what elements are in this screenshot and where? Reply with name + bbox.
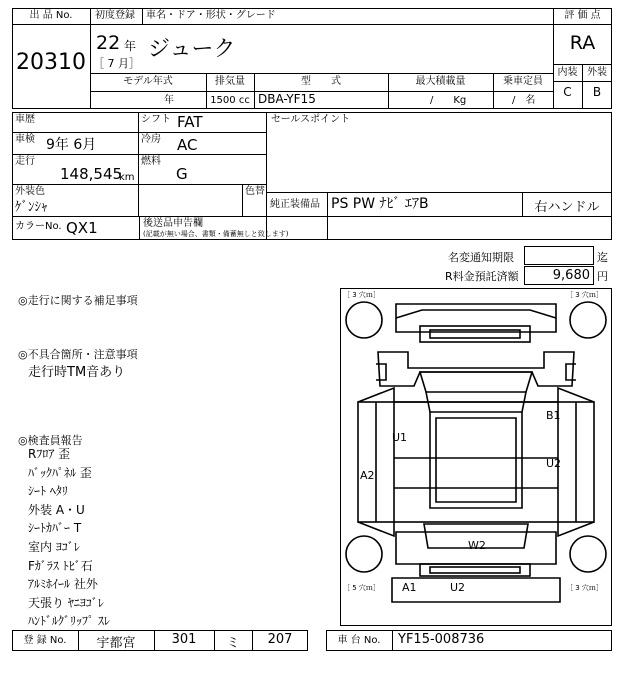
displacement-label: 排気量 bbox=[215, 76, 245, 87]
tire-label-bottom-right: ［ 3 穴ｍ］ bbox=[566, 584, 603, 592]
interior-grade: C bbox=[563, 85, 572, 99]
recycle-amount: 9,680 bbox=[552, 268, 590, 283]
model-code: DBA-YF15 bbox=[258, 92, 316, 106]
later-docs-label: 後送品申告欄 bbox=[143, 218, 203, 229]
mileage-value: 148,545 bbox=[60, 165, 123, 183]
inspector-item: ｱﾙﾐﾎｲｰﾙ 社外 bbox=[28, 577, 98, 592]
model-year-label: モデル年式 bbox=[123, 76, 173, 87]
grade-label: 評 価 点 bbox=[564, 10, 601, 21]
reg-year: 22 bbox=[96, 32, 121, 54]
tire-label-top-left: ［ 3 穴ｍ］ bbox=[343, 291, 380, 299]
mileage-unit: km bbox=[119, 172, 135, 183]
lot-no-label: 出 品 No. bbox=[29, 10, 73, 21]
reg-kana: ミ bbox=[226, 636, 240, 651]
inspection-value: 9年 6月 bbox=[46, 137, 97, 153]
fuel-value: G bbox=[176, 165, 188, 183]
reg-month: ［ 7 月］ bbox=[93, 57, 140, 70]
damage-mark-a1: A1 bbox=[402, 581, 417, 594]
inspector-items bbox=[28, 445, 110, 631]
defects-title: ◎不具合箇所・注意事項 bbox=[18, 348, 138, 361]
damage-mark-w2: W2 bbox=[468, 539, 486, 552]
wheel-rear-right-icon bbox=[570, 536, 606, 572]
sales-points-label: セールスポイント bbox=[271, 114, 351, 125]
shift-value: FAT bbox=[177, 113, 203, 131]
fuel-label: 燃料 bbox=[141, 156, 161, 167]
reg-number: 207 bbox=[267, 632, 293, 647]
capacity-label: 乗車定員 bbox=[503, 76, 543, 87]
color-no-label: カラーNo. bbox=[15, 221, 62, 232]
model-label: 型 式 bbox=[301, 76, 341, 87]
overall-grade: RA bbox=[569, 32, 596, 54]
wheel-front-right-icon bbox=[570, 302, 606, 338]
inspector-item: ｼｰﾄ ﾍﾀﾘ bbox=[28, 484, 68, 499]
displacement: 1500 cc bbox=[210, 95, 250, 106]
first-reg-label: 初度登録 bbox=[95, 10, 135, 21]
equipment-value: PS PW ﾅﾋﾞ ｴｱB bbox=[331, 196, 429, 212]
exterior-label: 外装 bbox=[587, 67, 607, 78]
color-change-label: 色替 bbox=[245, 186, 265, 197]
ext-color-value: ｹﾞﾝｼｬ bbox=[15, 200, 48, 215]
damage-mark-a2: A2 bbox=[360, 469, 375, 482]
inspector-item: Fｶﾞﾗｽ ﾄﾋﾞ石 bbox=[28, 558, 93, 573]
reg-no-label: 登 録 No. bbox=[23, 635, 67, 646]
defects-text: 走行時TM音あり bbox=[28, 365, 126, 380]
model-year-unit: 年 bbox=[164, 95, 174, 106]
year-unit: 年 bbox=[124, 39, 137, 53]
driving-notes-title: ◎走行に関する補足事項 bbox=[18, 294, 138, 307]
inspector-item: 室内 ﾖｺﾞﾚ bbox=[28, 539, 80, 554]
inspector-item: ｼｰﾄｶﾊﾞｰ T bbox=[28, 521, 82, 536]
reg-city: 宇都宮 bbox=[96, 636, 136, 651]
damage-mark-u1: U1 bbox=[392, 431, 408, 444]
inspector-item: 外装 A・U bbox=[28, 502, 85, 517]
color-no-value: QX1 bbox=[66, 219, 98, 237]
wheel-rear-left-icon bbox=[346, 536, 382, 572]
later-docs-note: (記載が無い場合、書類・備蓄無しと致します) bbox=[143, 230, 289, 238]
tire-label-bottom-left: ［ 5 穴ｍ］ bbox=[343, 584, 380, 592]
name-change-box bbox=[524, 246, 594, 265]
ext-color-label: 外装色 bbox=[15, 186, 45, 197]
recycle-unit: 円 bbox=[597, 270, 608, 283]
name-change-unit: 迄 bbox=[597, 251, 608, 264]
inspector-item: 天張り ﾔﾆﾖｺﾞﾚ bbox=[28, 595, 104, 610]
inspection-label: 車検 bbox=[15, 134, 35, 145]
chassis-number: YF15-008736 bbox=[398, 632, 485, 647]
ac-label: 冷房 bbox=[141, 134, 161, 145]
chassis-label: 車 台 No. bbox=[337, 635, 381, 646]
damage-mark-u2-rear: U2 bbox=[450, 581, 466, 594]
max-load-label: 最大積載量 bbox=[415, 76, 466, 87]
tire-label-top-right: ［ 3 穴ｍ］ bbox=[566, 291, 603, 299]
damage-mark-b1: B1 bbox=[546, 409, 561, 422]
lot-number: 20310 bbox=[16, 50, 86, 75]
car-outline-diagram bbox=[340, 288, 612, 626]
inspector-item: ﾊﾝﾄﾞﾙｸﾞﾘｯﾌﾟ ｽﾚ bbox=[28, 614, 110, 629]
handle-value: 右ハンドル bbox=[534, 200, 600, 215]
capacity: / 名 bbox=[512, 95, 536, 106]
mileage-label: 走行 bbox=[15, 156, 35, 167]
reg-class: 301 bbox=[171, 632, 197, 647]
car-name: ジューク bbox=[148, 37, 236, 62]
shift-label: シフト bbox=[141, 114, 171, 125]
history-label: 車歴 bbox=[15, 114, 35, 125]
recycle-label: R料金預託済額 bbox=[445, 270, 519, 283]
inspector-item: ﾊﾞｯｸﾊﾟﾈﾙ 歪 bbox=[28, 465, 92, 480]
wheel-front-left-icon bbox=[346, 302, 382, 338]
interior-label: 内装 bbox=[557, 67, 578, 78]
inspector-title: ◎検査員報告 bbox=[18, 434, 83, 447]
car-name-label: 車名・ドア・形状・グレード bbox=[146, 10, 276, 21]
equipment-label: 純正装備品 bbox=[270, 199, 320, 210]
max-load: / Kg bbox=[430, 95, 467, 106]
inspector-item: Rﾌﾛｱ 歪 bbox=[28, 447, 71, 461]
damage-mark-u2: U2 bbox=[546, 457, 562, 470]
name-change-label: 名変通知期限 bbox=[448, 251, 514, 264]
exterior-grade: B bbox=[592, 85, 602, 99]
ac-value: AC bbox=[177, 136, 198, 154]
